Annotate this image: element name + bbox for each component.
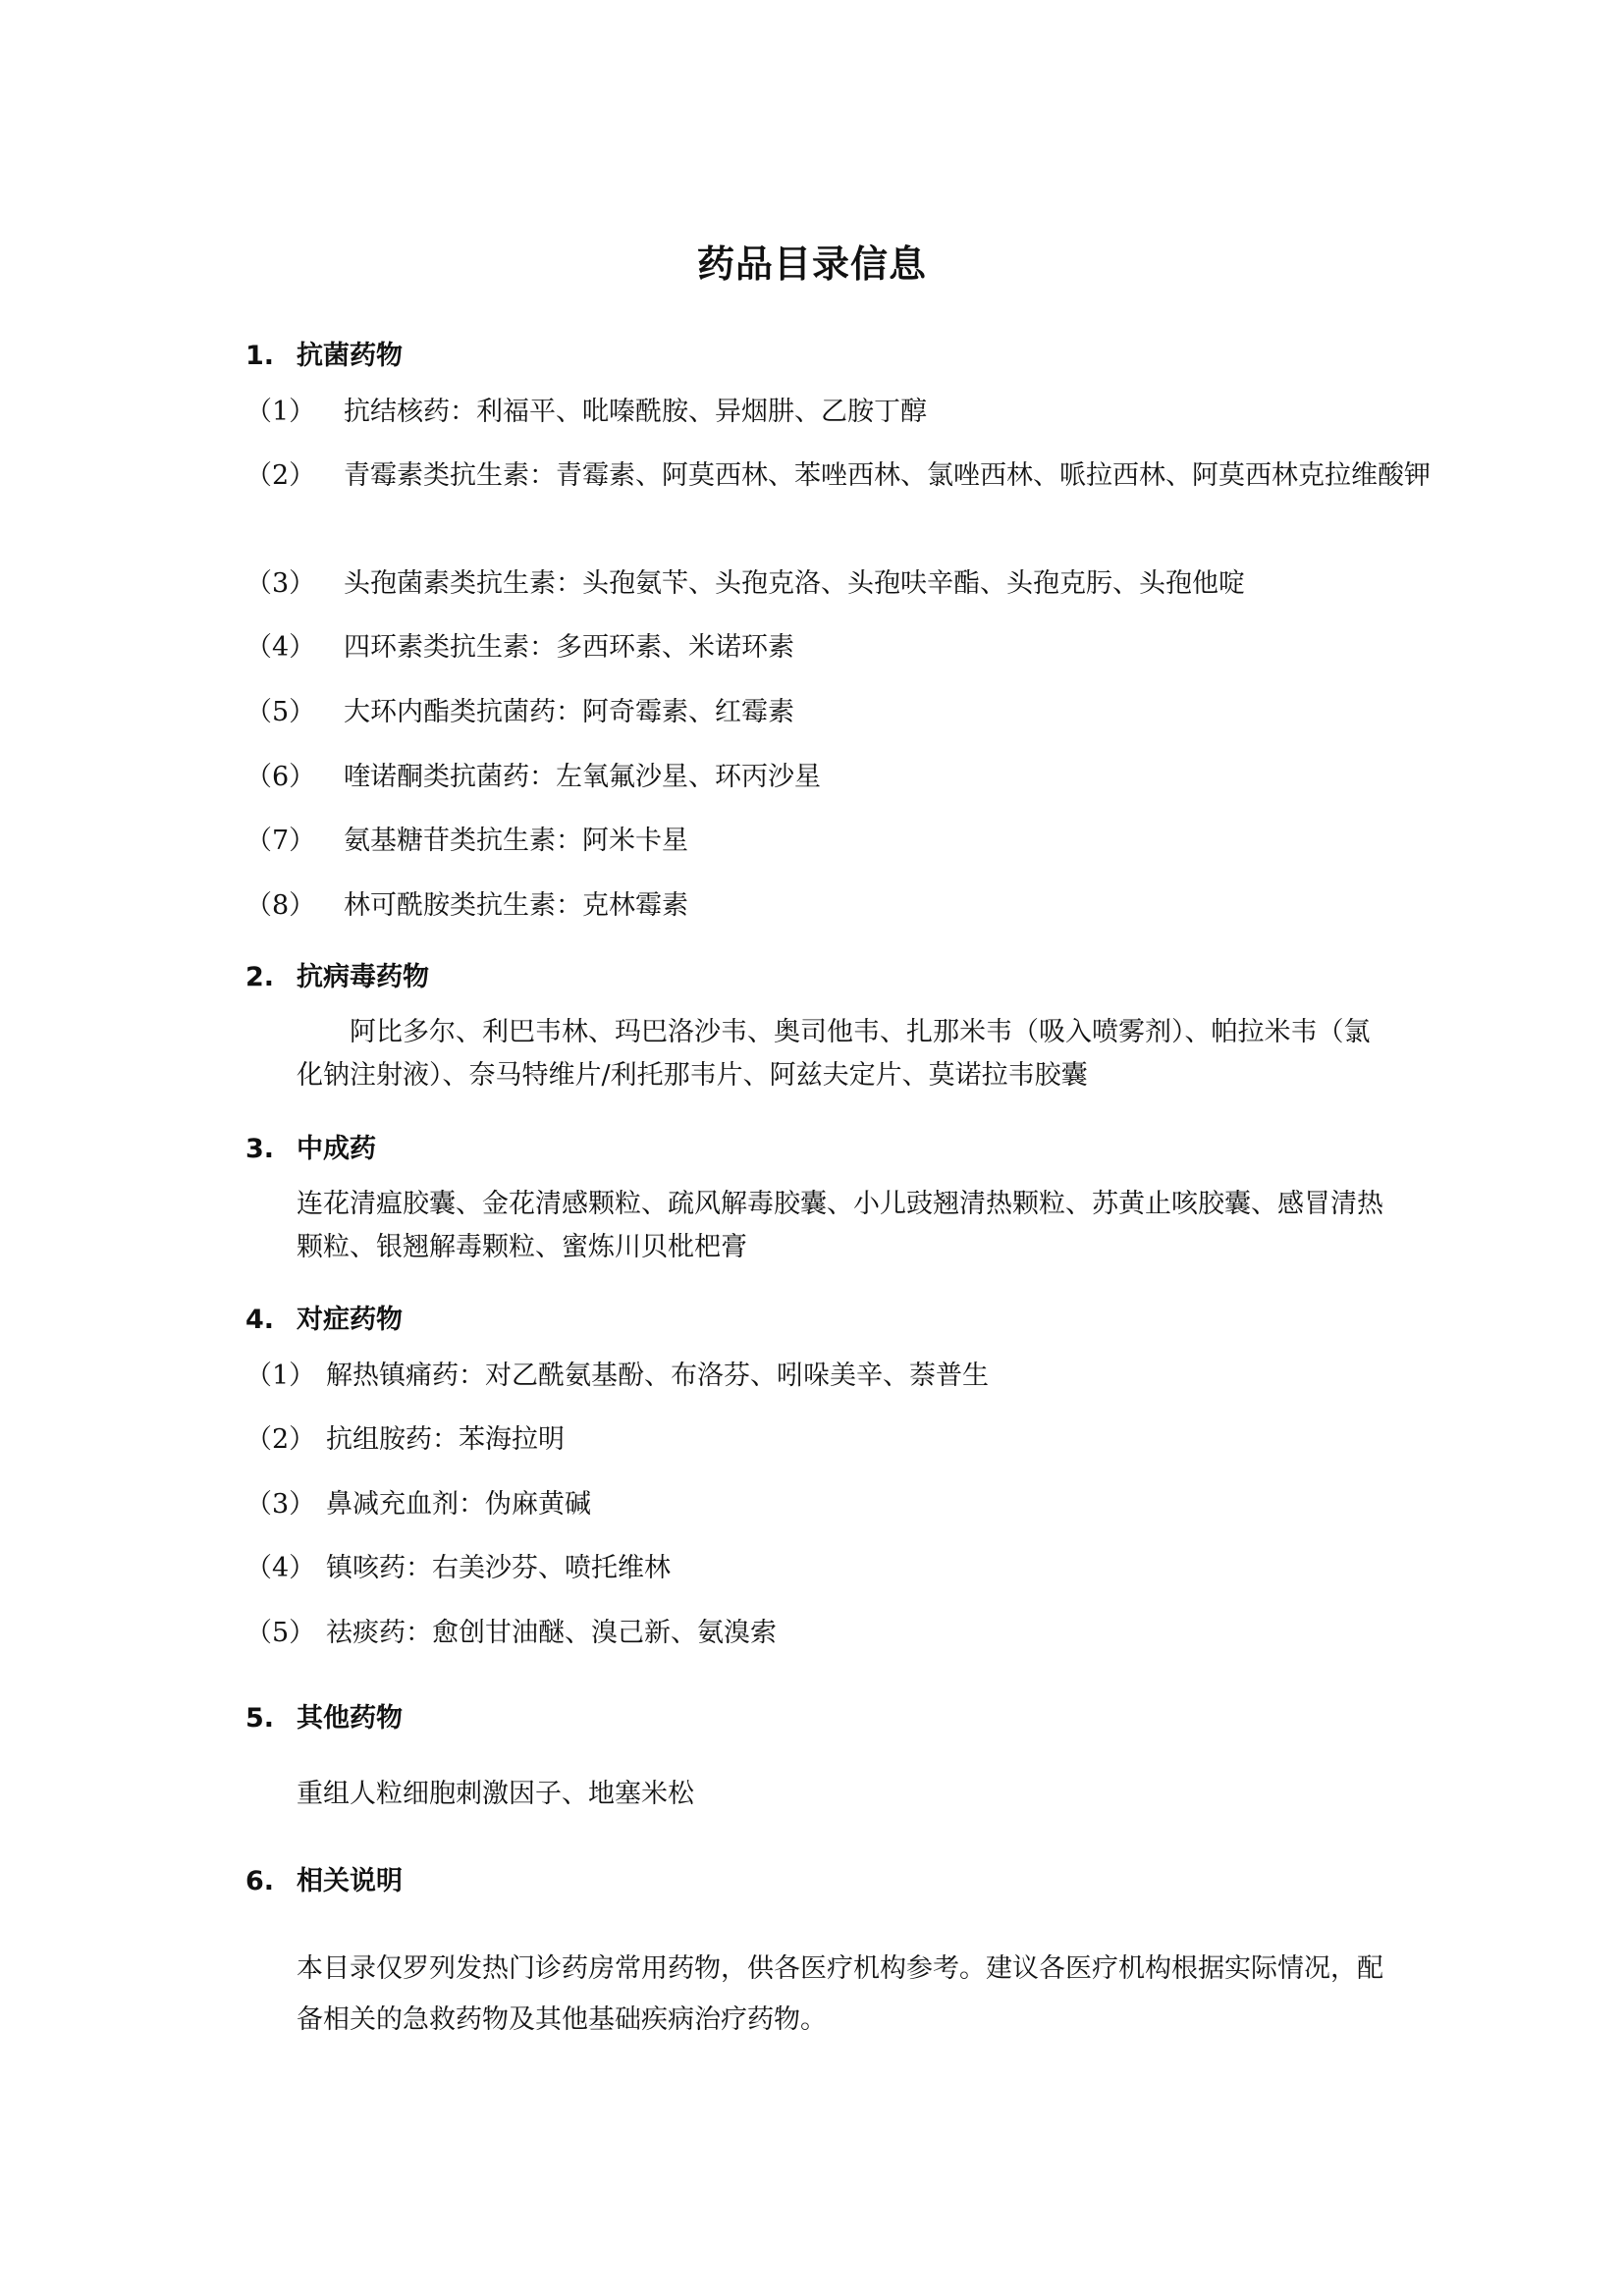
section-title: 抗病毒药物 [297,962,429,992]
list-text: 抗结核药：利福平、吡嗪酰胺、异烟肼、乙胺丁醇 [344,397,927,427]
section-paragraph: 重组人粒细胞刺激因子、地塞米松 [297,1779,694,1809]
section-title: 其他药物 [297,1703,403,1734]
section-heading-6 [245,1859,403,1897]
list-text: 林可酰胺类抗生素：克林霉素 [344,890,688,921]
section-title: 抗菌药物 [297,341,403,371]
list-text: 鼻减充血剂：伪麻黄碱 [326,1489,591,1520]
section-title: 对症药物 [297,1305,403,1335]
list-text: 祛痰药：愈创甘油醚、溴己新、氨溴索 [326,1618,777,1648]
section-number: 3. [245,1134,275,1164]
list-marker: （1） [245,1361,316,1391]
section-heading-1 [245,334,403,372]
list-marker: （7） [245,826,316,856]
list-marker: （5） [245,1618,316,1648]
list-marker: （4） [245,1553,316,1583]
section-heading-3 [245,1127,376,1165]
section-heading-2 [245,955,429,993]
section-heading-5 [245,1696,403,1735]
section-number: 4. [245,1305,275,1335]
section-paragraph: 阿比多尔、利巴韦林、玛巴洛沙韦、奥司他韦、扎那米韦（吸入喷雾剂）、帕拉米韦（氯化钠注射液）、奈马特维片/利托那韦片、阿兹夫定片、莫诺拉韦胶囊 [297,1017,1371,1091]
section-number: 6. [245,1866,275,1896]
section-title: 中成药 [297,1134,376,1164]
list-text: 解热镇痛药：对乙酰氨基酚、布洛芬、吲哚美辛、萘普生 [326,1361,989,1391]
list-text: 镇咳药：右美沙芬、喷托维林 [326,1553,671,1583]
list-marker: （8） [245,890,316,921]
list-marker: （1） [245,397,316,427]
section-number: 5. [245,1703,275,1734]
list-text: 氨基糖苷类抗生素：阿米卡星 [344,826,688,856]
list-text: 四环素类抗生素：多西环素、米诺环素 [344,632,794,663]
list-text: 喹诺酮类抗菌药：左氧氟沙星、环丙沙星 [344,762,821,792]
list-marker: （2） [245,1424,316,1455]
page-title: 药品目录信息 [696,242,927,286]
list-marker: （4） [245,632,316,663]
section-heading-4 [245,1298,403,1336]
section-number: 2. [245,962,275,992]
list-text: 青霉素类抗生素：青霉素、阿莫西林、苯唑西林、氯唑西林、哌拉西林、阿莫西林克拉维酸钾 [344,460,1431,491]
section-title: 相关说明 [297,1866,403,1896]
list-text: 大环内酯类抗菌药：阿奇霉素、红霉素 [344,697,794,727]
section-number: 1. [245,341,275,371]
section-paragraph: 连花清瘟胶囊、金花清感颗粒、疏风解毒胶囊、小儿豉翘清热颗粒、苏黄止咳胶囊、感冒清热颗粒、银翘解毒颗粒、蜜炼川贝枇杷膏 [297,1189,1383,1262]
list-text: 头孢菌素类抗生素：头孢氨苄、头孢克洛、头孢呋辛酯、头孢克肟、头孢他啶 [344,568,1245,599]
section-paragraph: 本目录仅罗列发热门诊药房常用药物，供各医疗机构参考。建议各医疗机构根据实际情况，配备相关的急救药物及其他基础疾病治疗药物。 [297,1953,1383,2035]
list-text: 抗组胺药：苯海拉明 [326,1424,565,1455]
list-marker: （5） [245,697,316,727]
list-marker: （3） [245,568,316,599]
list-marker: （3） [245,1489,316,1520]
list-marker: （6） [245,762,316,792]
list-marker: （2） [245,460,316,491]
